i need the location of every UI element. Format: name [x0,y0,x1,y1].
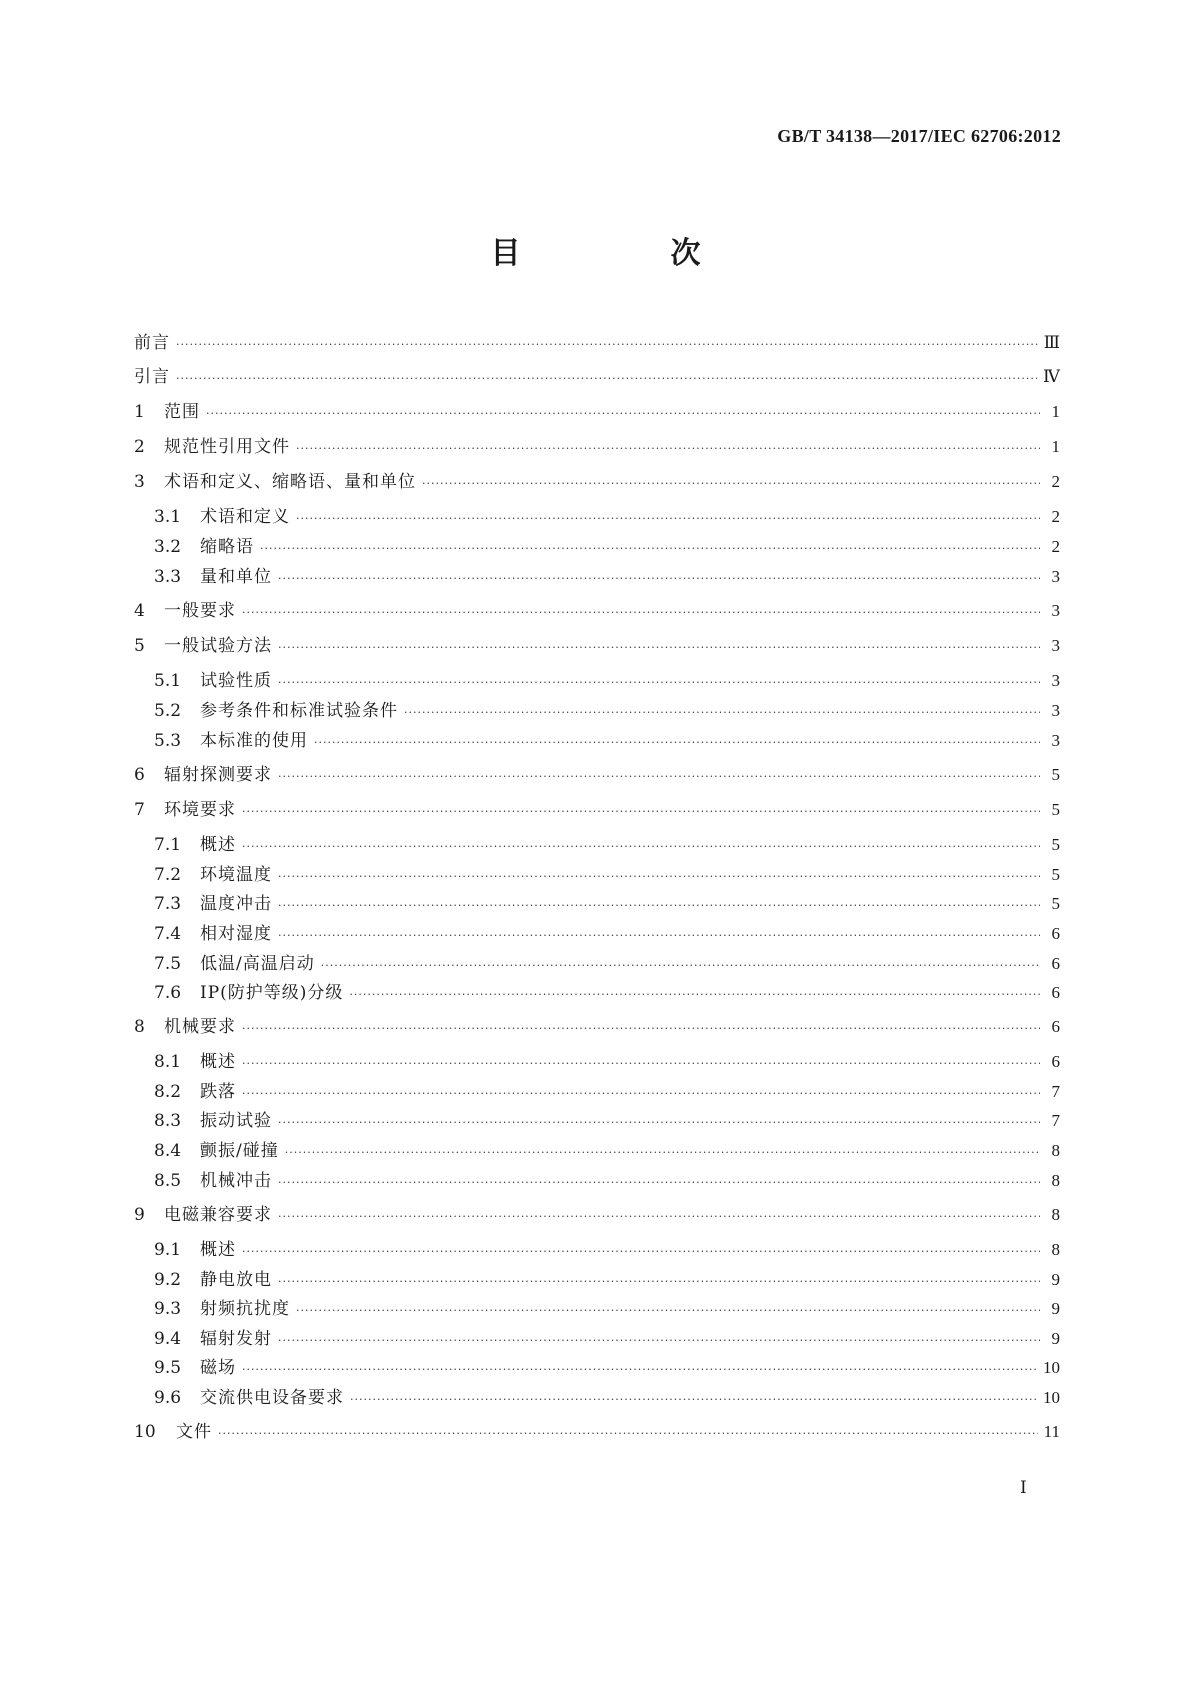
toc-entry-label: 机械冲击 [200,1171,272,1191]
toc-entry-page: 8 [1051,1141,1060,1160]
toc-entry-number: 9.6 [154,1388,182,1408]
toc-entry[interactable] [134,330,1060,356]
toc-entry-number: 8 [134,1017,145,1037]
toc-entry-page: 6 [1051,1017,1060,1036]
toc-entry[interactable] [134,1014,1060,1040]
toc-entry-page: 3 [1051,731,1060,750]
toc-entry[interactable] [154,951,1060,977]
toc-entry[interactable] [154,728,1060,754]
toc-entry-label: 振动试验 [200,1111,272,1131]
toc-entry-page: 6 [1051,924,1060,943]
toc-entry[interactable] [154,862,1060,888]
toc-entry-label: 磁场 [200,1358,236,1378]
toc-entry[interactable] [154,1326,1060,1352]
toc-entry[interactable] [134,469,1060,495]
dot-leader [242,834,1040,860]
toc-entry-page: 3 [1051,636,1060,655]
toc-entry-number: 7.3 [154,894,182,914]
toc-entry-page: 5 [1051,894,1060,913]
toc-entry-number: 5.1 [154,671,182,691]
dot-leader [278,923,1040,949]
toc-entry-page: 8 [1051,1205,1060,1224]
toc-entry-number: 7 [134,800,145,820]
dot-leader [278,1170,1040,1196]
toc-entry[interactable] [154,1138,1060,1164]
dot-leader [285,1140,1040,1166]
toc-entry-page: 9 [1051,1299,1060,1318]
dot-leader [296,506,1040,532]
dot-leader [296,1298,1040,1324]
toc-entry-number: 5.3 [154,731,182,751]
dot-leader [218,1421,1038,1447]
toc-entry-label: 缩略语 [200,537,254,557]
toc-entry-number: 8.3 [154,1111,182,1131]
toc-entry-number: 5.2 [154,701,182,721]
dot-leader [242,600,1040,626]
toc-entry[interactable] [154,698,1060,724]
toc-entry[interactable] [154,668,1060,694]
dot-leader [349,982,1040,1008]
dot-leader [278,670,1040,696]
standard-code: GB/T 34138—2017/IEC 62706:2012 [777,126,1061,146]
dot-leader [242,1081,1040,1107]
dot-leader [321,953,1040,979]
toc-entry-label: 环境温度 [200,865,272,885]
toc-entry[interactable] [134,399,1060,425]
toc-entry-label: 一般要求 [164,601,236,621]
toc-entry-page: 3 [1051,567,1060,586]
toc-entry[interactable] [154,1267,1060,1293]
toc-entry[interactable] [154,891,1060,917]
toc-entry-page: 9 [1051,1329,1060,1348]
toc-entry-number: 8.4 [154,1141,182,1161]
toc-entry-page: 8 [1051,1240,1060,1259]
toc-entry-page: 7 [1051,1111,1060,1130]
dot-leader [278,1204,1040,1230]
dot-leader [278,566,1040,592]
toc-entry-page: 1 [1051,402,1060,421]
dot-leader [296,436,1040,462]
toc-entry-page: 7 [1051,1082,1060,1101]
toc-entry-label: 跌落 [200,1082,236,1102]
toc-entry-number: 7.1 [154,835,182,855]
toc-entry-page: 11 [1043,1422,1060,1441]
toc-entry[interactable] [134,1419,1060,1445]
toc-entry-page: Ⅳ [1043,367,1060,386]
toc-entry-number: 3 [134,472,145,492]
toc-entry-label: 环境要求 [164,800,236,820]
toc-entry[interactable] [154,1237,1060,1263]
toc-entry-label: 前言 [134,333,170,353]
dot-leader [350,1387,1037,1413]
toc-entry-label: 交流供电设备要求 [200,1388,344,1408]
toc-entry-number: 3.1 [154,507,182,527]
toc-entry-page: 9 [1051,1270,1060,1289]
dot-leader [242,1051,1040,1077]
dot-leader [278,893,1040,919]
toc-entry-number: 9.5 [154,1358,182,1378]
toc-entry-number: 4 [134,601,145,621]
toc-entry[interactable] [154,534,1060,560]
toc-entry-label: 机械要求 [164,1017,236,1037]
toc-entry-number: 9.3 [154,1299,182,1319]
toc-entry-label: 温度冲击 [200,894,272,914]
toc-entry-label: 术语和定义 [200,507,290,527]
toc-entry-label: IP(防护等级)分级 [200,983,344,1003]
toc-entry-number: 9.4 [154,1329,182,1349]
toc-entry[interactable] [134,1202,1060,1228]
toc-entry[interactable] [134,633,1060,659]
toc-entry-label: 概述 [200,1052,236,1072]
toc-entry-label: 范围 [164,402,200,422]
dot-leader [278,1110,1040,1136]
toc-entry-number: 6 [134,765,145,785]
toc-entry-number: 9 [134,1205,145,1225]
toc-entry[interactable] [154,1385,1060,1411]
toc-entry-label: 参考条件和标准试验条件 [200,701,398,721]
toc-entry-page: 3 [1051,601,1060,620]
dot-leader [242,799,1040,825]
toc-entry[interactable] [154,564,1060,590]
toc-entry-number: 3.2 [154,537,182,557]
dot-leader [206,401,1040,427]
toc-entry-label: 量和单位 [200,567,272,587]
toc-entry-page: 2 [1051,537,1060,556]
page-number: Ⅰ [1020,1478,1027,1497]
dot-leader [314,730,1040,756]
toc-entry-number: 5 [134,636,145,656]
toc-entry-label: 相对湿度 [200,924,272,944]
toc-entry-page: 3 [1051,701,1060,720]
toc-entry-number: 7.5 [154,954,182,974]
toc-entry-page: 8 [1051,1171,1060,1190]
toc-entry-page: 5 [1051,800,1060,819]
toc-entry-number: 1 [134,402,145,422]
toc-entry-number: 3.3 [154,567,182,587]
toc-entry-label: 概述 [200,835,236,855]
toc-entry-page: 10 [1043,1388,1060,1407]
toc-entry-number: 10 [134,1422,156,1442]
toc-entry-label: 引言 [134,367,170,387]
page-title: 目 次 [490,236,761,271]
dot-leader [260,536,1040,562]
toc-entry-page: 2 [1051,507,1060,526]
toc-entry-number: 7.4 [154,924,182,944]
toc-entry-number: 8.5 [154,1171,182,1191]
toc-entry-label: 规范性引用文件 [164,437,290,457]
toc-entry[interactable] [154,921,1060,947]
dot-leader [278,764,1040,790]
toc-entry-page: 10 [1043,1358,1060,1377]
toc-entry-number: 9.2 [154,1270,182,1290]
toc-entry-label: 颤振/碰撞 [200,1141,279,1161]
toc-entry-label: 射频抗扰度 [200,1299,290,1319]
toc-entry-label: 术语和定义、缩略语、量和单位 [164,472,416,492]
toc-entry[interactable] [154,1079,1060,1105]
toc-entry-number: 7.6 [154,983,182,1003]
toc-entry[interactable] [134,434,1060,460]
toc-entry-label: 辐射探测要求 [164,765,272,785]
toc-entry-page: 5 [1051,835,1060,854]
toc-entry-label: 辐射发射 [200,1329,272,1349]
toc-entry-label: 文件 [176,1422,212,1442]
toc-entry[interactable] [154,1168,1060,1194]
toc-entry-page: 6 [1051,954,1060,973]
toc-entry[interactable] [154,832,1060,858]
dot-leader [278,635,1040,661]
dot-leader [278,1328,1040,1354]
toc-entry[interactable] [134,762,1060,788]
dot-leader [278,864,1040,890]
toc-entry-page: 3 [1051,671,1060,690]
dot-leader [422,471,1040,497]
toc-entry-page: 1 [1051,437,1060,456]
dot-leader [242,1357,1037,1383]
toc-entry-page: 6 [1051,983,1060,1002]
dot-leader [176,332,1038,358]
toc-entry-number: 8.2 [154,1082,182,1102]
toc-entry[interactable] [154,504,1060,530]
toc-entry[interactable] [154,1355,1060,1381]
toc-entry[interactable] [154,1108,1060,1134]
toc-entry-page: 5 [1051,765,1060,784]
toc-entry[interactable] [134,598,1060,624]
toc-entry[interactable] [154,1296,1060,1322]
dot-leader [404,700,1040,726]
toc-entry[interactable] [154,1049,1060,1075]
toc-entry-page: Ⅲ [1043,333,1060,352]
toc-entry[interactable] [134,797,1060,823]
toc-entry-label: 一般试验方法 [164,636,272,656]
dot-leader [278,1269,1040,1295]
toc-entry-number: 2 [134,437,145,457]
toc-entry-label: 静电放电 [200,1270,272,1290]
toc-entry-label: 本标准的使用 [200,731,308,751]
dot-leader [176,366,1037,392]
dot-leader [242,1239,1040,1265]
toc-entry-page: 2 [1051,472,1060,491]
toc-entry[interactable] [134,364,1060,390]
toc-entry-label: 概述 [200,1240,236,1260]
toc-entry-number: 8.1 [154,1052,182,1072]
toc-entry-page: 6 [1051,1052,1060,1071]
toc-entry-number: 7.2 [154,865,182,885]
toc-entry-number: 9.1 [154,1240,182,1260]
toc-entry-label: 低温/高温启动 [200,954,315,974]
dot-leader [242,1016,1040,1042]
toc-entry-label: 电磁兼容要求 [164,1205,272,1225]
toc-entry-label: 试验性质 [200,671,272,691]
toc-entry[interactable] [154,980,1060,1006]
toc-entry-page: 5 [1051,865,1060,884]
